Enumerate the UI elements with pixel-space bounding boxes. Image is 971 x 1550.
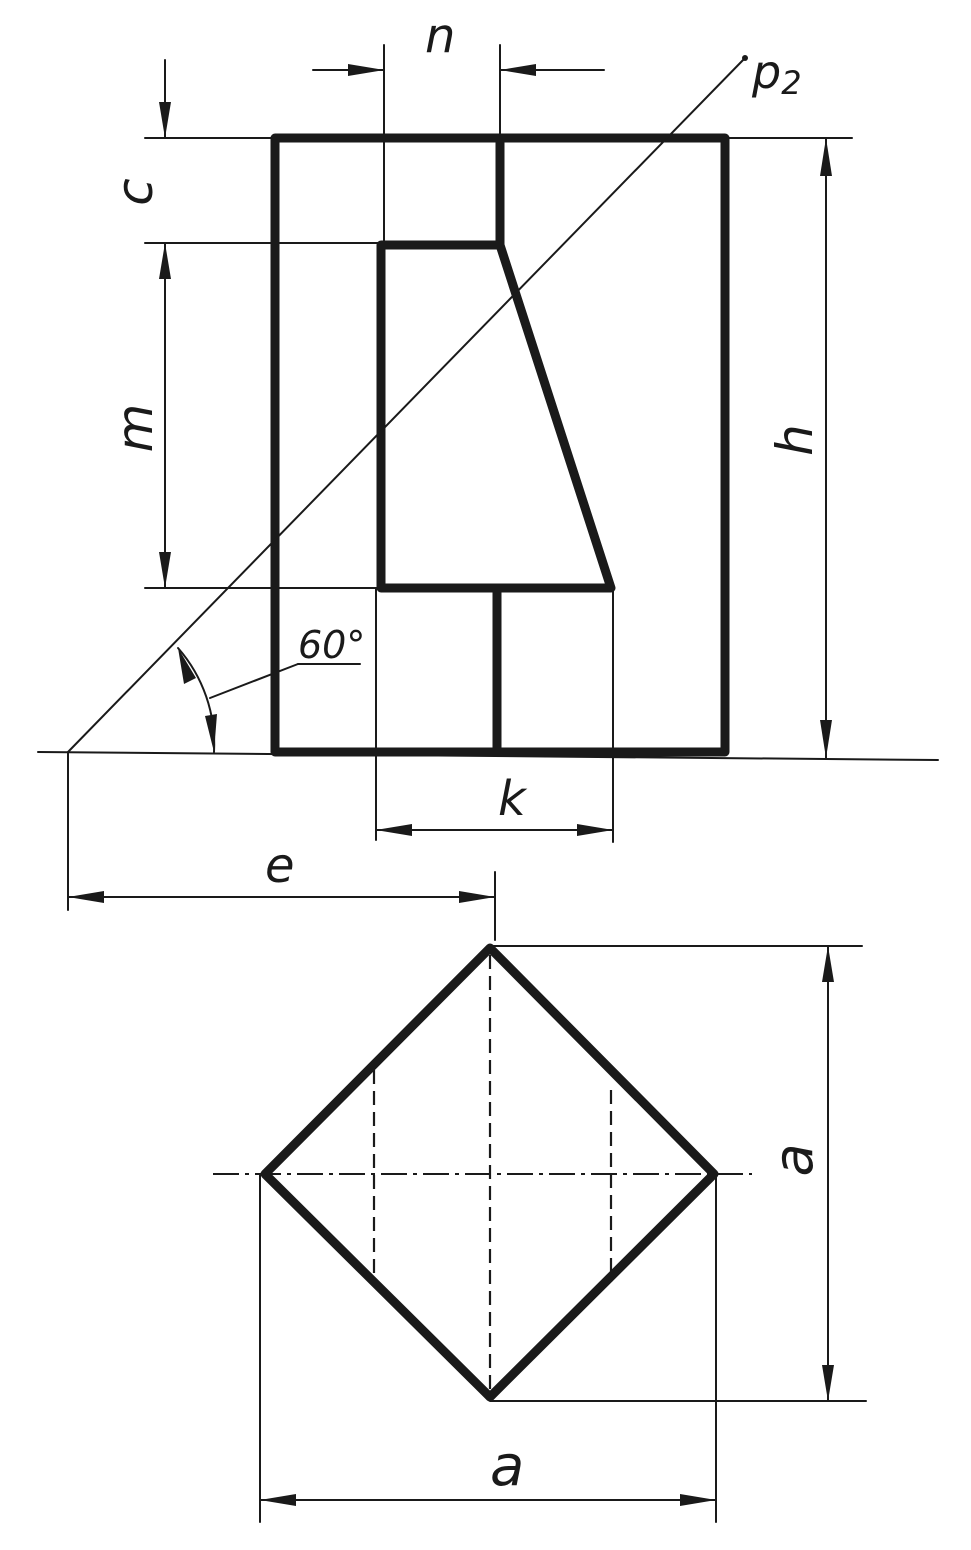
arrow [159,102,171,138]
label-e: e [265,838,295,894]
arrow [376,824,412,836]
label-p2 [751,45,802,102]
arrow [159,552,171,588]
arrow [820,138,832,176]
arrow [348,64,384,76]
label-n: n [425,8,456,64]
arrow [500,64,536,76]
arrow [178,648,196,684]
label-p2-letter: p [752,45,782,99]
label-k: k [498,771,526,827]
label-a-vertical: a [762,1143,825,1177]
arrow [680,1494,716,1506]
trapezoid-cutout [381,245,611,588]
dimension-n [313,45,604,245]
label-angle-60: 60° [298,623,366,667]
label-c: c [106,178,164,206]
arrow [260,1494,296,1506]
arrow [820,720,832,758]
label-m: m [106,403,164,453]
top-view [213,948,752,1397]
arrow [68,891,104,903]
arrow [577,824,613,836]
label-p2-subscript: 2 [781,64,802,102]
dimension-a-horizontal [260,1174,716,1522]
label-h: h [766,424,824,456]
label-a-horizontal: a [490,1434,525,1499]
arrow [459,891,495,903]
arrow [159,243,171,279]
arrow [822,946,834,982]
arrow [205,714,217,752]
cutting-plane-end-point [742,55,748,61]
arrow [822,1365,834,1401]
cutting-plane-line [68,58,745,752]
